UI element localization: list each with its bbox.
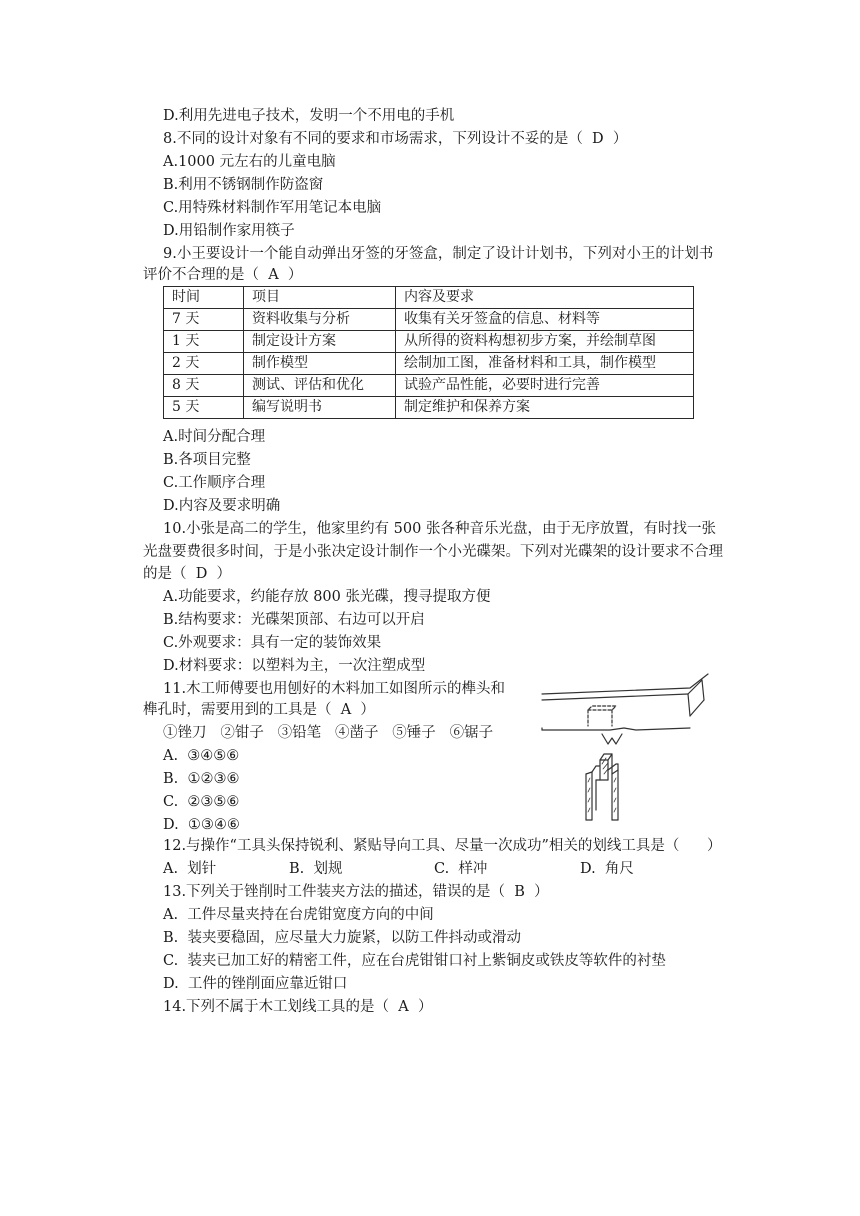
q7-option-d: D.利用先进电子技术，发明一个不用电的手机	[163, 108, 455, 124]
q8-stem: 8.不同的设计对象有不同的要求和市场需求，下列设计不妥的是（ D ）	[163, 131, 628, 147]
q10-stem-line3: 的是（ D ）	[143, 566, 232, 582]
q11-stem-line1: 11.木工师傅要也用刨好的木料加工如图所示的榫头和	[163, 681, 506, 697]
plan-table	[163, 286, 694, 419]
q14-stem: 14.下列不属于木工划线工具的是（ A ）	[163, 999, 433, 1015]
table-cell: 7 天	[164, 309, 244, 331]
table-row	[164, 353, 694, 375]
table-row	[164, 309, 694, 331]
q10-option-a: A.功能要求，约能存放 800 张光碟，搜寻提取方便	[163, 589, 491, 605]
table-cell: 从所得的资料构想初步方案，并绘制草图	[396, 331, 694, 353]
q9-stem-line1: 9.小王要设计一个能自动弹出牙签的牙签盒，制定了设计计划书，下列对小王的计划书	[163, 246, 714, 262]
table-cell: 绘制加工图，准备材料和工具，制作模型	[396, 353, 694, 375]
q10-option-b: B.结构要求：光碟架顶部、右边可以开启	[163, 612, 425, 628]
table-cell: 1 天	[164, 331, 244, 353]
q13-option-a: A. 工件尽量夹持在台虎钳宽度方向的中间	[163, 907, 434, 923]
table-row	[164, 397, 694, 419]
table-cell: 制定维护和保养方案	[396, 397, 694, 419]
q9-option-c: C.工作顺序合理	[163, 475, 266, 491]
q8-option-d: D.用铅制作家用筷子	[163, 223, 295, 239]
table-cell: 收集有关牙签盒的信息、材料等	[396, 309, 694, 331]
q13-option-b: B. 装夹要稳固，应尽量大力旋紧，以防工件抖动或滑动	[163, 930, 521, 946]
q9-option-d: D.内容及要求明确	[163, 498, 281, 514]
q12-stem: 12.与操作“工具头保持锐利、紧贴导向工具、尽量一次成功”相关的划线工具是（ ）	[163, 838, 722, 854]
table-cell: 5 天	[164, 397, 244, 419]
table-cell: 试验产品性能，必要时进行完善	[396, 375, 694, 397]
table-header-row	[164, 287, 694, 309]
q8-option-b: B.利用不锈钢制作防盗窗	[163, 177, 324, 193]
table-header-cell: 时间	[164, 287, 244, 309]
q12-option-d: D. 角尺	[580, 861, 634, 877]
q11-tool-list: ①锉刀 ②钳子 ③铅笔 ④凿子 ⑤锤子 ⑥锯子	[163, 725, 494, 741]
q12-option-a: A. 划针	[163, 861, 217, 877]
q11-option-b: B. ①②③⑥	[163, 771, 240, 787]
table-row	[164, 375, 694, 397]
q10-option-d: D.材料要求：以塑料为主，一次注塑成型	[163, 658, 426, 674]
q8-option-a: A.1000 元左右的儿童电脑	[163, 154, 336, 170]
q11-option-c: C. ②③⑤⑥	[163, 794, 240, 810]
table-cell: 编写说明书	[244, 397, 396, 419]
q9-option-b: B.各项目完整	[163, 452, 251, 468]
q10-stem-line1: 10.小张是高二的学生，他家里约有 500 张各种音乐光盘，由于无序放置，有时找一张	[163, 521, 716, 537]
table-cell: 8 天	[164, 375, 244, 397]
table-header-cell: 项目	[244, 287, 396, 309]
q13-option-c: C. 装夹已加工好的精密工件，应在台虎钳钳口衬上紫铜皮或铁皮等软件的衬垫	[163, 953, 666, 969]
table-header-cell: 内容及要求	[396, 287, 694, 309]
q9-option-a: A.时间分配合理	[163, 429, 266, 445]
q8-option-c: C.用特殊材料制作军用笔记本电脑	[163, 200, 382, 216]
q11-stem-line2: 榫孔时，需要用到的工具是（ A ）	[143, 702, 375, 718]
q9-stem-line2: 评价不合理的是（ A ）	[143, 267, 303, 283]
q12-option-b: B. 划规	[289, 861, 343, 877]
q12-option-c: C. 样冲	[434, 861, 488, 877]
q10-stem-line2: 光盘要费很多时间，于是小张决定设计制作一个小光碟架。下列对光碟架的设计要求不合理	[143, 544, 723, 560]
table-cell: 资料收集与分析	[244, 309, 396, 331]
table-cell: 测试、评估和优化	[244, 375, 396, 397]
table-row	[164, 331, 694, 353]
q11-option-d: D. ①③④⑥	[163, 817, 240, 833]
q13-stem: 13.下列关于锉削时工件装夹方法的描述，错误的是（ B ）	[163, 884, 549, 900]
table-cell: 2 天	[164, 353, 244, 375]
q10-option-c: C.外观要求：具有一定的装饰效果	[163, 635, 382, 651]
table-cell: 制定设计方案	[244, 331, 396, 353]
tenon-mortise-illustration	[540, 670, 720, 848]
q11-option-a: A. ③④⑤⑥	[163, 748, 240, 764]
q13-option-d: D. 工件的锉削面应靠近钳口	[163, 976, 348, 992]
table-cell: 制作模型	[244, 353, 396, 375]
